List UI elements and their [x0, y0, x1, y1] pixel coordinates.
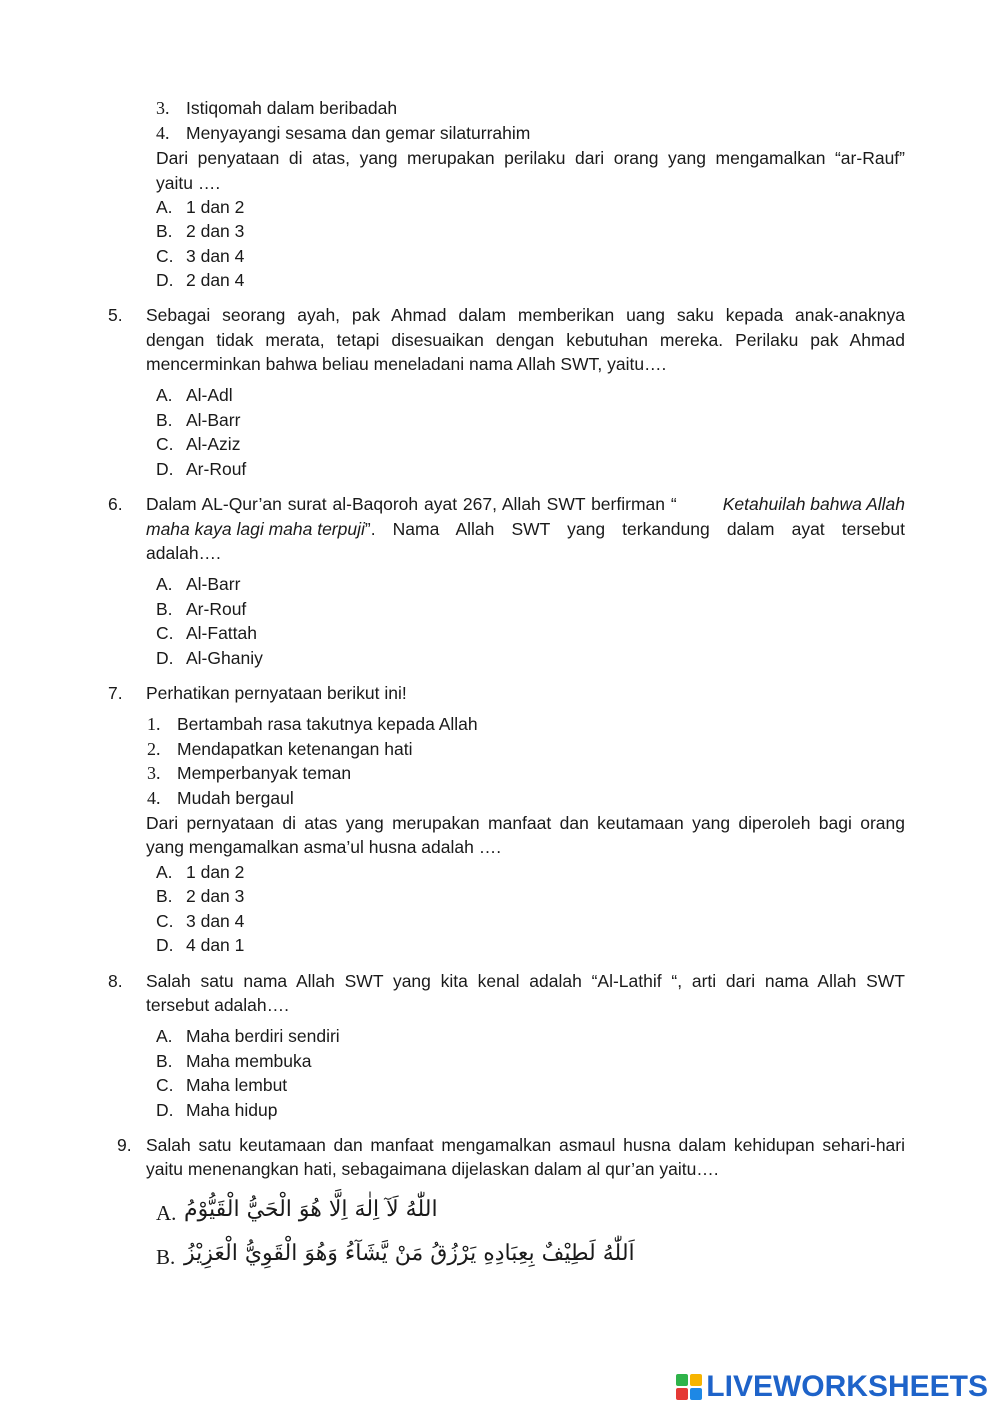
q6-text-line: [146, 492, 905, 516]
question-number: 6.: [108, 494, 123, 514]
statement-text: Bertambah rasa takutnya kepada Allah: [177, 714, 478, 734]
statement-text: Menyayangi sesama dan gemar silaturrahim: [186, 123, 531, 143]
option-letter: B.: [156, 886, 173, 906]
option-text[interactable]: Maha berdiri sendiri: [186, 1026, 340, 1046]
option-text[interactable]: 3 dan 4: [186, 246, 245, 266]
option-text[interactable]: Al-Aziz: [186, 434, 241, 454]
option-arabic-text[interactable]: اَللّٰهُ لَطِيْفٌ بِعِبَادِهِ يَرْزُقُ مَنْ يَّشَآءُ وَهُوَ الْقَوِيُّ الْعَزِيْزُ: [184, 1241, 635, 1266]
option-text[interactable]: 1 dan 2: [186, 197, 245, 217]
option-letter: C.: [156, 246, 174, 266]
option-letter: D.: [156, 648, 174, 668]
option-letter: C.: [156, 623, 174, 643]
option-letter: D.: [156, 270, 174, 290]
option-letter: A.: [156, 1026, 173, 1046]
question-number: 5.: [108, 305, 123, 325]
q9-text-line: Salah satu keutamaan dan manfaat mengamalkan asmaul husna dalam kehidupan sehari-hari: [146, 1135, 905, 1155]
option-arabic-text[interactable]: اللّٰهُ لَآ اِلٰهَ اِلَّا هُوَ الْحَيُّ الْقَيُّوْمُ: [184, 1197, 438, 1222]
q5-text-line: Sebagai seorang ayah, pak Ahmad dalam memberikan uang saku kepada anak-anaknya: [146, 305, 905, 325]
q5-text-line: dengan tidak merata, tetapi disesuaikan dengan kebutuhan mereka. Perilaku pak Ahmad: [146, 330, 905, 350]
option-letter: A.: [156, 197, 173, 217]
question-number: 7.: [108, 683, 123, 703]
option-letter: D.: [156, 935, 174, 955]
option-text[interactable]: Al-Fattah: [186, 623, 257, 643]
q6-quote-italic: maha kaya lagi maha terpuji: [146, 519, 365, 539]
statement-text: Mudah bergaul: [177, 788, 294, 808]
option-letter: A.: [156, 385, 173, 405]
option-text[interactable]: 3 dan 4: [186, 911, 245, 931]
option-text[interactable]: 2 dan 3: [186, 221, 245, 241]
option-letter: B.: [156, 599, 173, 619]
option-text[interactable]: 2 dan 4: [186, 270, 245, 290]
option-text[interactable]: Al-Ghaniy: [186, 648, 263, 668]
liveworksheets-logo: [676, 1370, 988, 1404]
option-letter: A.: [156, 1201, 177, 1225]
q6-text-line: [146, 517, 905, 541]
q6-quote-italic: Ketahuilah bahwa Allah: [722, 494, 905, 514]
option-letter: C.: [156, 911, 174, 931]
option-text[interactable]: Ar-Rouf: [186, 599, 247, 619]
q5-text-line: mencerminkan bahwa beliau meneladani nama Allah SWT, yaitu….: [146, 354, 667, 374]
q4-question-line: Dari penyataan di atas, yang merupakan perilaku dari orang yang mengamalkan “ar-Rauf”: [156, 148, 905, 168]
q7-question-line: yang mengamalkan asma’ul husna adalah ….: [146, 837, 502, 857]
q9-text-line: yaitu menenangkan hati, sebagaimana dijelaskan dalam al qur’an yaitu….: [146, 1159, 719, 1179]
option-text[interactable]: 4 dan 1: [186, 935, 245, 955]
option-text[interactable]: 1 dan 2: [186, 862, 245, 882]
option-letter: C.: [156, 434, 174, 454]
liveworksheets-brand: LIVEWORKSHEETS: [706, 1370, 988, 1403]
q8-text-line: tersebut adalah….: [146, 995, 290, 1015]
option-letter: D.: [156, 459, 174, 479]
option-letter: B.: [156, 221, 173, 241]
q6-text-line: adalah….: [146, 543, 221, 563]
question-number: 8.: [108, 971, 123, 991]
statement-number: 2.: [147, 739, 161, 759]
option-text[interactable]: Al-Barr: [186, 574, 241, 594]
liveworksheets-logo-icon: [676, 1374, 702, 1400]
option-text[interactable]: 2 dan 3: [186, 886, 245, 906]
statement-text: Memperbanyak teman: [177, 763, 352, 783]
statement-text: Mendapatkan ketenangan hati: [177, 739, 413, 759]
option-text[interactable]: Maha membuka: [186, 1051, 312, 1071]
statement-number: 4.: [147, 788, 161, 808]
option-letter: D.: [156, 1100, 174, 1120]
statement-text: Istiqomah dalam beribadah: [186, 98, 398, 118]
option-letter: A.: [156, 574, 173, 594]
option-text[interactable]: Al-Adl: [186, 385, 233, 405]
option-letter: C.: [156, 1075, 174, 1095]
option-text[interactable]: Al-Barr: [186, 410, 241, 430]
q6-text-part: Dalam AL-Qur’an surat al-Baqoroh ayat 267, Allah SWT berfirman “: [146, 494, 677, 514]
option-letter: B.: [156, 1245, 176, 1269]
q6-text-part: ”. Nama Allah SWT yang terkandung dalam ayat tersebut: [364, 519, 905, 539]
statement-number: 4.: [156, 123, 170, 143]
question-number: 9.: [117, 1135, 132, 1155]
option-text[interactable]: Maha hidup: [186, 1100, 278, 1120]
option-letter: A.: [156, 862, 173, 882]
q4-question-line: yaitu ….: [156, 173, 221, 193]
option-text[interactable]: Maha lembut: [186, 1075, 288, 1095]
q7-question-line: Dari pernyataan di atas yang merupakan manfaat dan keutamaan yang diperoleh bagi orang: [146, 813, 905, 833]
statement-number: 3.: [147, 763, 161, 783]
option-letter: B.: [156, 1051, 173, 1071]
q8-text-line: Salah satu nama Allah SWT yang kita kenal adalah “Al-Lathif “, arti dari nama Allah SWT: [146, 971, 905, 991]
option-text[interactable]: Ar-Rouf: [186, 459, 247, 479]
option-letter: B.: [156, 410, 173, 430]
statement-number: 1.: [147, 714, 161, 734]
statement-number: 3.: [156, 98, 170, 118]
q7-intro: Perhatikan pernyataan berikut ini!: [146, 683, 407, 703]
